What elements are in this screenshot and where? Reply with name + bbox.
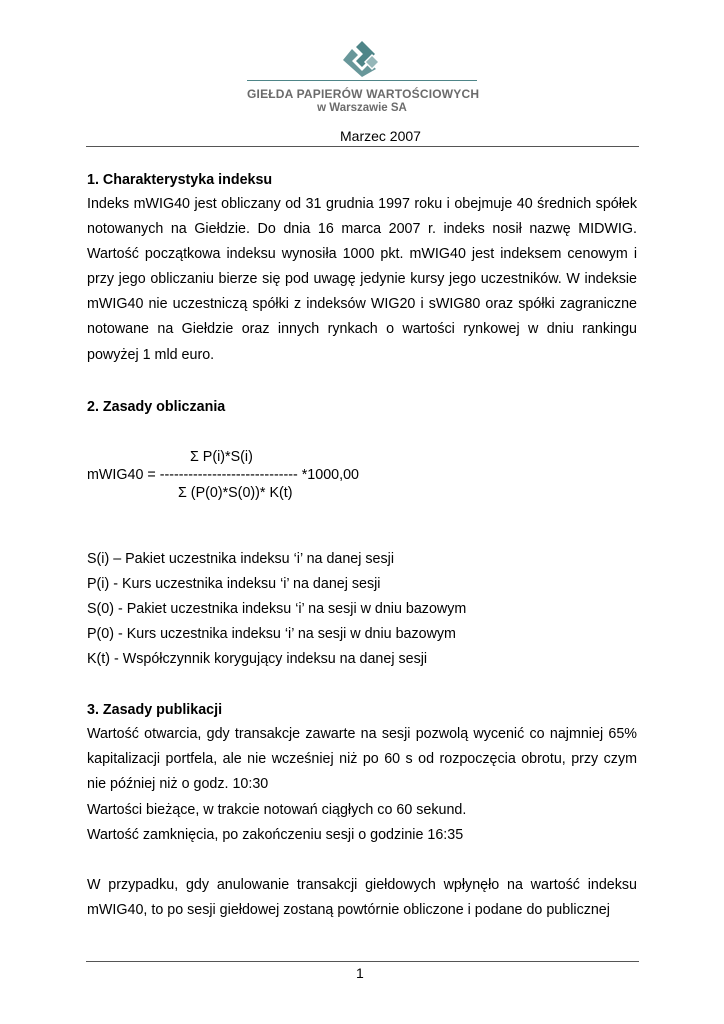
definition-item: S(0) - Pakiet uczestnika indeksu ‘i’ na sesji w dniu bazowym (87, 601, 467, 617)
current-values-line: Wartości bieżące, w trakcie notowań ciągłych co 60 sekund. (87, 802, 467, 818)
formula-main-line: mWIG40 = ----------------------------- *1000,00 (87, 467, 359, 483)
definition-item: S(i) – Pakiet uczestnika indeksu ‘i’ na danej sesji (87, 551, 395, 567)
gpw-logo-mark-icon (340, 40, 384, 78)
page-number: 1 (356, 965, 364, 981)
section1-heading: 1. Charakterystyka indeksu (87, 172, 273, 188)
gpw-logo (247, 40, 480, 115)
formula-numerator: Σ P(i)*S(i) (190, 449, 253, 465)
closing-value-line: Wartość zamknięcia, po zakończeniu sesji o godzinie 16:35 (87, 827, 464, 843)
header-divider (86, 146, 639, 147)
section1-paragraph: Indeks mWIG40 jest obliczany od 31 grudnia 1997 roku i obejmuje 40 średnich spółek notowanych na Giełdzie. Do dnia 16 marca 2007 r. indeks nosił nazwę MIDWIG. Wartość początkowa indeksu wynosiła 1000 pkt. mWIG40 jest indeksem cenowym i przy jego obliczaniu bierze się pod uwagę jedynie kursy jego uczestników. W indeksie mWIG40 nie uczestniczą spółki z indeksów WIG20 i sWIG80 oraz spółki zagraniczne notowane na Giełdzie oraz innych rynkach o wartości rynkowej w dniu rankingu powyżej 1 mld euro. (87, 196, 637, 363)
definition-item: P(0) - Kurs uczestnika indeksu ‘i’ na sesji w dniu bazowym (87, 626, 456, 642)
logo-subtitle: w Warszawie SA (317, 102, 407, 114)
section2-heading: 2. Zasady obliczania (87, 399, 226, 415)
cancellation-paragraph: W przypadku, gdy anulowanie transakcji giełdowych wpłynęło na wartość indeksu mWIG40, to po sesji giełdowej zostaną powtórnie obliczone i podane do publicznej (87, 877, 637, 919)
definition-item: P(i) - Kurs uczestnika indeksu ‘i’ na danej sesji (87, 576, 381, 592)
definition-item: K(t) - Współczynnik korygujący indeksu na danej sesji (87, 651, 428, 667)
header-date: Marzec 2007 (340, 128, 421, 144)
footer-divider (86, 961, 639, 962)
section3-heading: 3. Zasady publikacji (87, 702, 223, 718)
opening-value-paragraph: Wartość otwarcia, gdy transakcje zawarte na sesji pozwolą wycenić co najmniej 65% kapitalizacji portfela, ale nie wcześniej niż po 60 s od rozpoczęcia obrotu, przy czym nie później niż o godz. 10:30 (87, 726, 637, 793)
logo-rule (247, 80, 477, 81)
logo-title: GIEŁDA PAPIERÓW WARTOŚCIOWYCH (247, 87, 480, 101)
formula-denominator: Σ (P(0)*S(0))* K(t) (178, 485, 293, 501)
